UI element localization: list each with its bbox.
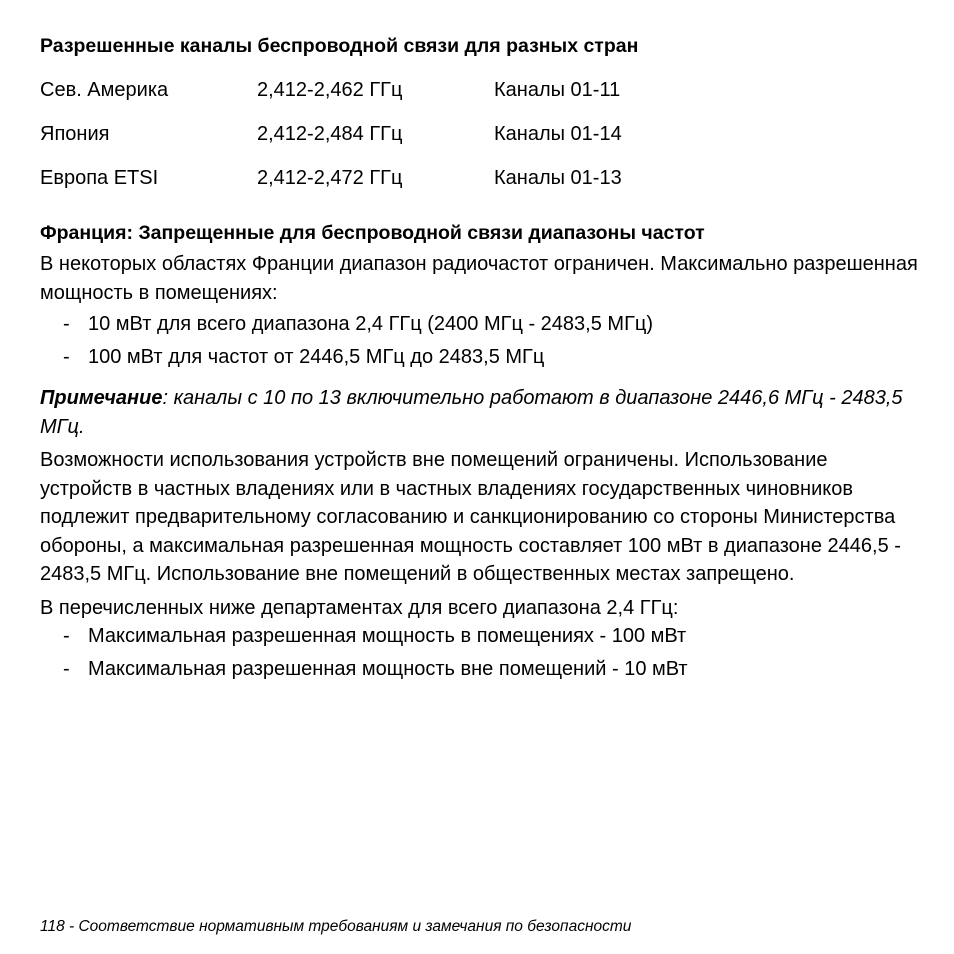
list-dash: -: [63, 625, 70, 647]
list-dash: -: [63, 346, 70, 368]
region-cell: Европа ETSI: [40, 167, 159, 189]
table-row: [40, 166, 920, 210]
channels-table: [40, 78, 920, 210]
note-paragraph: [40, 384, 920, 441]
list-item: [40, 345, 920, 378]
list-item: [40, 657, 920, 690]
note-text: : каналы с 10 по 13 включительно работают в диапазоне 2446,6 МГц - 2483,5 МГц.: [40, 387, 903, 438]
departments-limits-list: [40, 624, 920, 690]
frequency-cell: 2,412-2,472 ГГц: [257, 167, 403, 189]
list-item-text: Максимальная разрешенная мощность вне помещений - 10 мВт: [88, 658, 688, 680]
france-intro-paragraph: В некоторых областях Франции диапазон радиочастот ограничен. Максимально разрешенная мощность в помещениях:: [40, 253, 918, 304]
list-item: [40, 312, 920, 345]
document-page: [40, 34, 920, 696]
list-item-text: Максимальная разрешенная мощность в помещениях - 100 мВт: [88, 625, 687, 647]
region-cell: Япония: [40, 123, 110, 145]
list-dash: -: [63, 313, 70, 335]
france-heading: Франция: Запрещенные для беспроводной связи диапазоны частот: [40, 222, 705, 244]
table-row: [40, 78, 920, 122]
departments-intro-paragraph: В перечисленных ниже департаментах для всего диапазона 2,4 ГГц:: [40, 596, 679, 619]
page-footer: 118 - Соответствие нормативным требованиям и замечания по безопасности: [40, 918, 632, 935]
list-item: [40, 624, 920, 657]
outdoor-use-paragraph: Возможности использования устройств вне помещений ограничены. Использование устройств в частных владениях или в частных владениях государственных чиновников подлежит предварительному согласованию и санкционированию со стороны Министерства обороны, а максимальная разрешенная мощность составляет 100 мВт в диапазоне 2446,5 - 2483,5 МГц. Использование вне помещений в общественных местах запрещено.: [40, 449, 901, 585]
channels-cell: Каналы 01-14: [494, 123, 622, 145]
channels-cell: Каналы 01-13: [494, 167, 622, 189]
channels-heading: Разрешенные каналы беспроводной связи для разных стран: [40, 35, 639, 57]
region-cell: Сев. Америка: [40, 79, 169, 101]
channels-cell: Каналы 01-11: [494, 79, 621, 101]
note-label: Примечание: [40, 387, 163, 409]
frequency-cell: 2,412-2,484 ГГц: [257, 123, 403, 145]
list-item-text: 10 мВт для всего диапазона 2,4 ГГц (2400 МГц - 2483,5 МГц): [88, 313, 654, 335]
frequency-cell: 2,412-2,462 ГГц: [257, 79, 403, 101]
table-row: [40, 122, 920, 166]
list-item-text: 100 мВт для частот от 2446,5 МГц до 2483,5 МГц: [88, 346, 545, 368]
power-limits-list: [40, 312, 920, 378]
list-dash: -: [63, 658, 70, 680]
